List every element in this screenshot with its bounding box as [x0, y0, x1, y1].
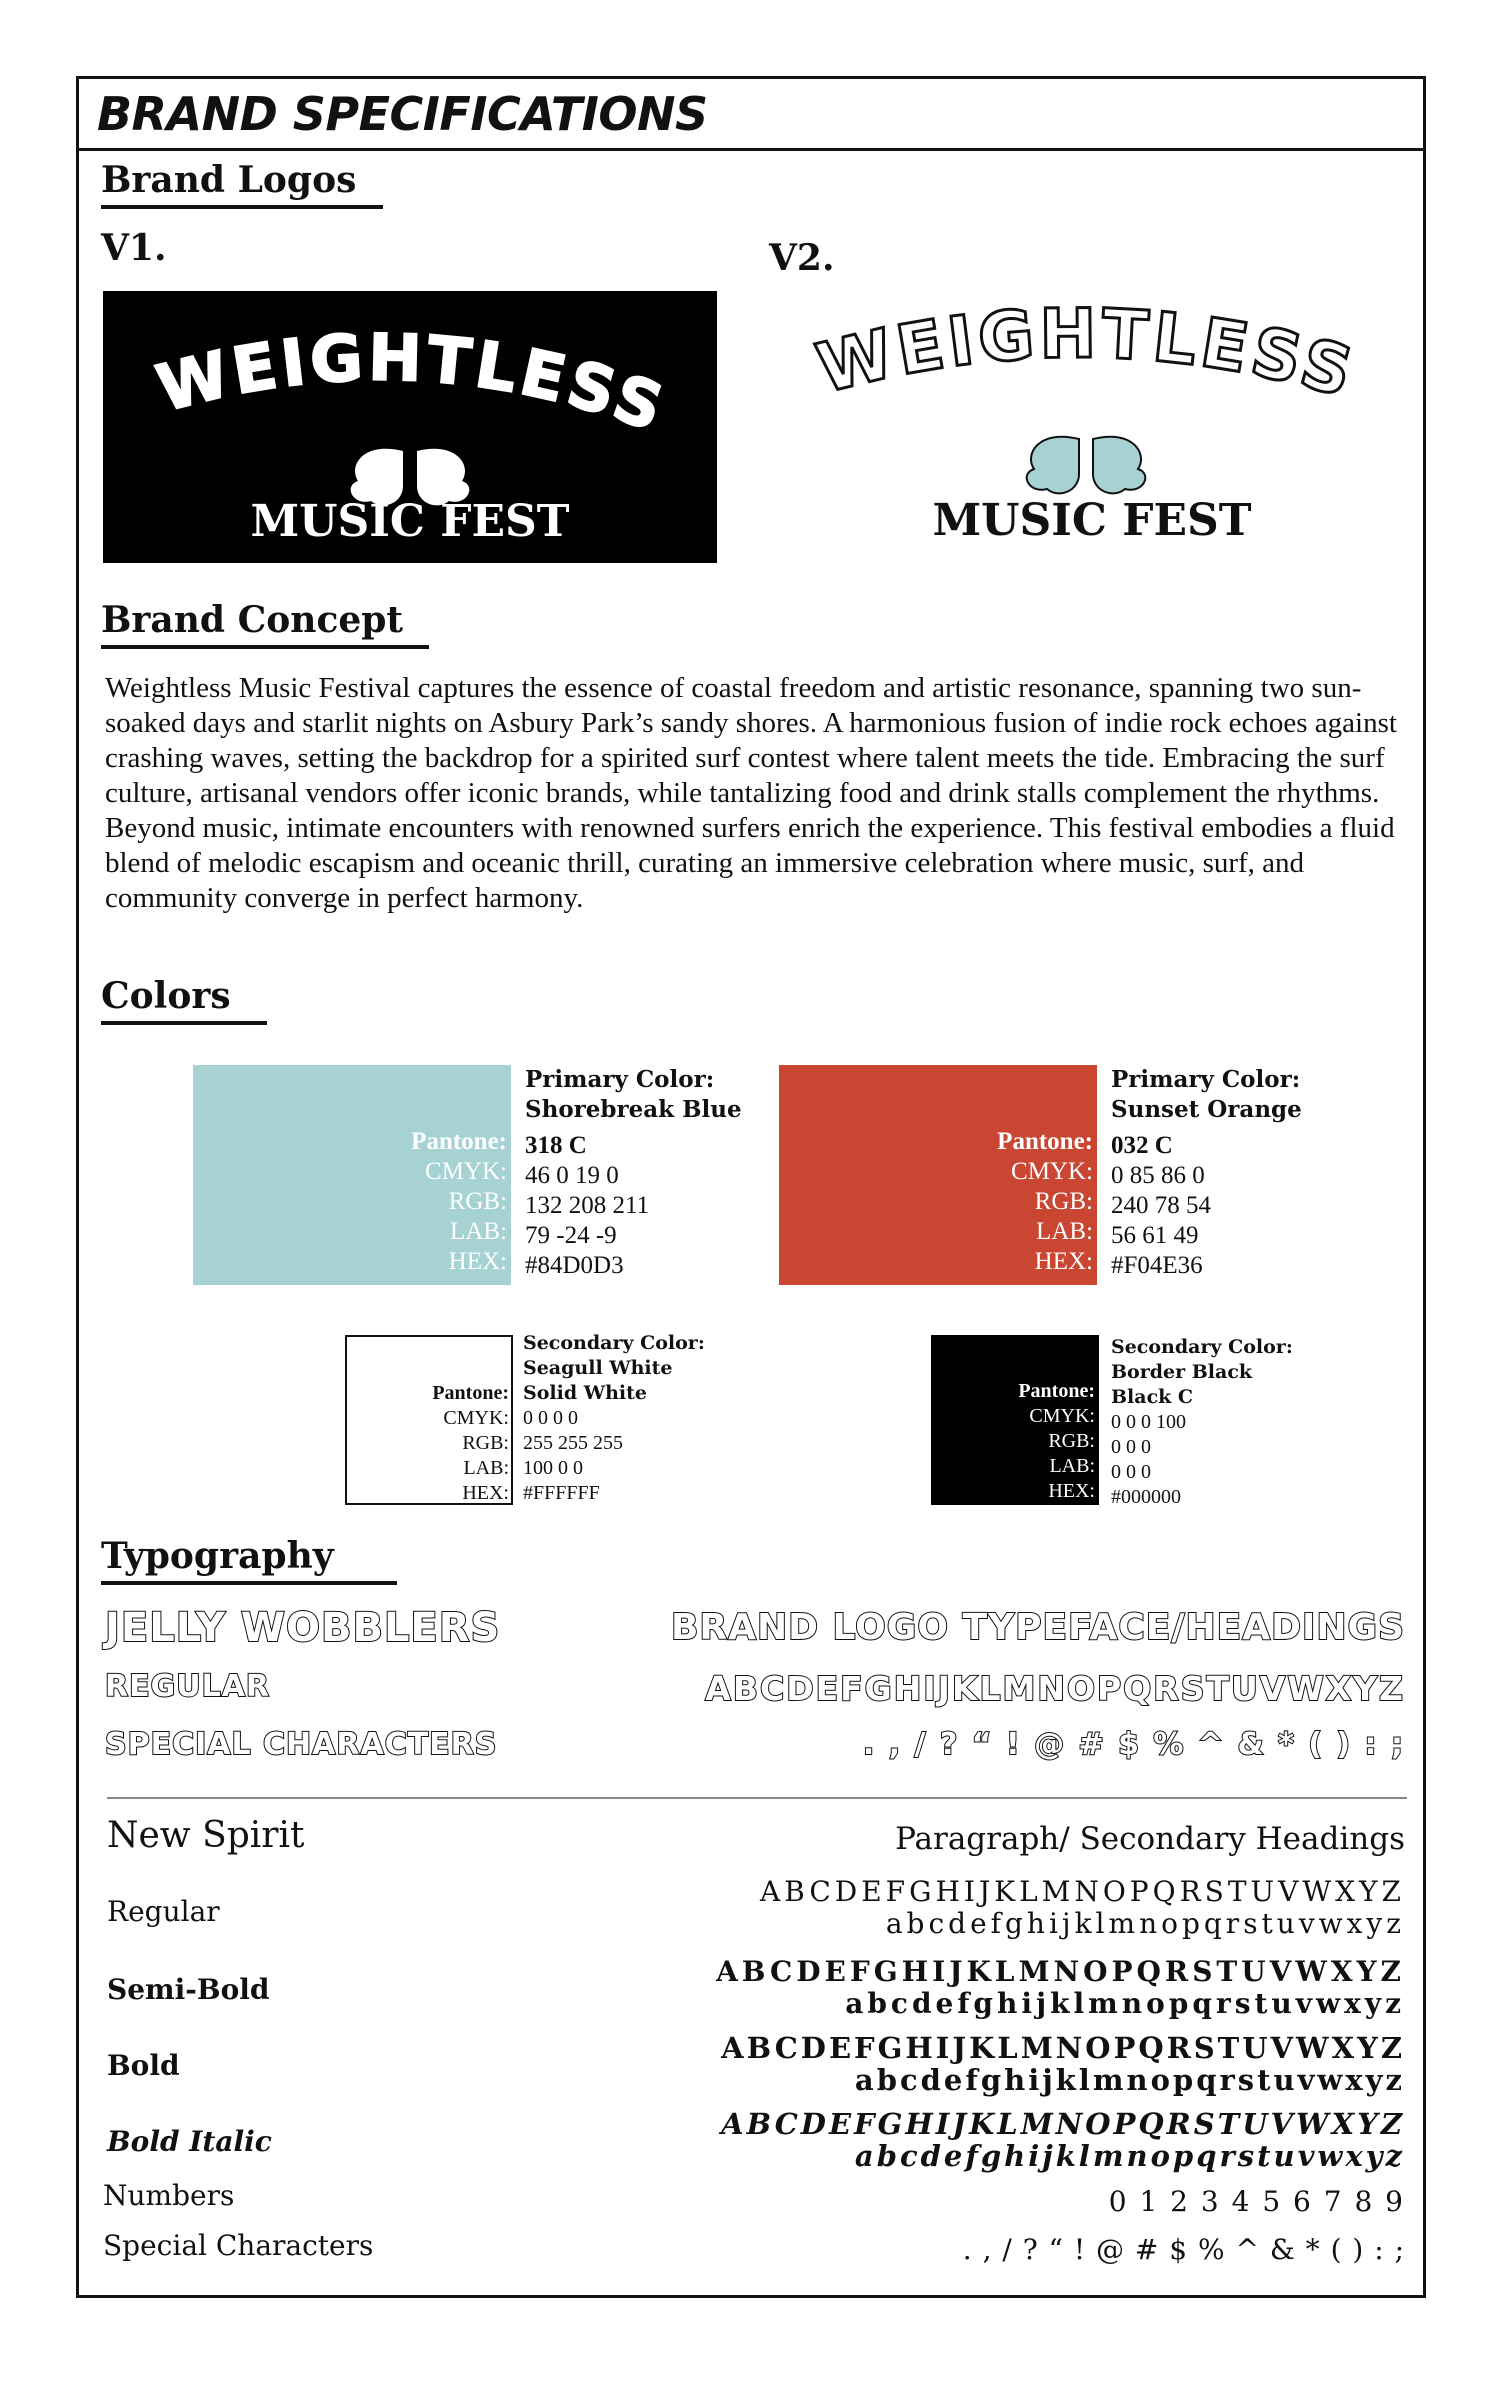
color-info-border-black: Secondary Color: Border Black Black C 0 0 0 100 0 0 0 0 0 0 #000000	[1111, 1336, 1293, 1508]
display-font-usage: BRAND LOGO TYPEFACE/HEADINGS	[670, 1607, 1405, 1648]
weight-bold-label: Bold	[107, 2049, 180, 2082]
semibold-lowercase: abcdefghijklmnopqrstuvwxyz	[845, 1987, 1405, 2020]
logos-heading: Brand Logos	[101, 159, 383, 209]
concept-paragraph: Weightless Music Festival captures the essence of coastal freedom and artistic resonance, spanning two sun-soaked days and starlit nights on Asbury Park’s sandy shores. A harmonious fusion of indie rock echoes against crashing waves, setting the backdrop for a spirited surf contest where talent meets the tide. Embracing the surf culture, artisanal vendors offer iconic brands, while tantalizing food and drink stalls complement the rhythms. Beyond music, intimate encounters with renowned surfers enrich the experience. This festival embodies a fluid blend of melodic escapism and oceanic thrill, curating an immersive celebration where music, surf, and community converge in perfect harmony.	[105, 672, 1397, 914]
logo-v1	[103, 291, 717, 563]
concept-heading: Brand Concept	[101, 599, 429, 649]
bold-italic-lowercase: abcdefghijklmnopqrstuvwxyz	[854, 2139, 1405, 2173]
weight-bold-italic-label: Bold Italic	[107, 2125, 272, 2158]
v2-label: V2.	[769, 237, 835, 279]
svg-text:WEIGHTLESS	[810, 295, 1364, 414]
logo-v1-wordmark: WEIGHTLESS	[150, 321, 676, 448]
logo-v2-wordmark: WEIGHTLESS	[809, 294, 1365, 415]
svg-text:WEIGHTLESS	[150, 321, 675, 447]
body-font-name: New Spirit	[107, 1815, 305, 1856]
v1-label: V1.	[101, 227, 167, 269]
regular-uppercase: ABCDEFGHIJKLMNOPQRSTUVWXYZ	[760, 1875, 1405, 1908]
bold-lowercase: abcdefghijklmnopqrstuvwxyz	[854, 2063, 1405, 2097]
color-swatch-seagull-white	[345, 1335, 513, 1505]
semibold-uppercase: ABCDEFGHIJKLMNOPQRSTUVWXYZ	[716, 1955, 1405, 1988]
title-bar	[79, 79, 1423, 151]
display-regular-label: REGULAR	[105, 1669, 271, 1704]
swatch-labels: Pantone: CMYK: RGB: LAB: HEX:	[997, 1128, 1093, 1275]
logo-v1-artwork	[103, 291, 717, 563]
color-swatch-border-black	[931, 1335, 1099, 1505]
colors-heading: Colors	[101, 975, 267, 1025]
typography-heading: Typography	[101, 1535, 397, 1585]
wings-icon	[1027, 437, 1146, 494]
color-swatch-shorebreak-blue	[193, 1065, 511, 1285]
color-swatch-sunset-orange	[779, 1065, 1097, 1285]
logo-v2-tagline: MUSIC FEST	[932, 495, 1252, 546]
page-title: BRAND SPECIFICATIONS	[97, 87, 708, 141]
bold-italic-uppercase: ABCDEFGHIJKLMNOPQRSTUVWXYZ	[721, 2107, 1405, 2141]
bold-uppercase: ABCDEFGHIJKLMNOPQRSTUVWXYZ	[721, 2031, 1405, 2065]
spec-sheet-frame	[76, 76, 1426, 2298]
logo-v2	[779, 291, 1393, 563]
display-alphabet: ABCDEFGHIJKLMNOPQRSTUVWXYZ	[705, 1669, 1405, 1708]
special-characters-sample: . , / ? “ ! @ # $ % ^ & * ( ) : ;	[962, 2233, 1405, 2266]
color-info-sunset-orange: Primary Color: Sunset Orange 032 C 0 85 86 0 240 78 54 56 61 49 #F04E36	[1111, 1066, 1302, 1279]
body-font-usage: Paragraph/ Secondary Headings	[895, 1821, 1405, 1857]
color-info-seagull-white: Secondary Color: Seagull White Solid White 0 0 0 0 255 255 255 100 0 0 #FFFFFF	[523, 1332, 705, 1504]
swatch-labels: Pantone: CMYK: RGB: LAB: HEX:	[411, 1128, 507, 1275]
numbers-label: Numbers	[103, 2179, 235, 2212]
regular-lowercase: abcdefghijklmnopqrstuvwxyz	[885, 1907, 1405, 1940]
typography-divider	[107, 1797, 1407, 1799]
special-characters-label: Special Characters	[103, 2229, 374, 2262]
color-info-shorebreak-blue: Primary Color: Shorebreak Blue 318 C 46 0 19 0 132 208 211 79 -24 -9 #84D0D3	[525, 1066, 742, 1279]
display-special-label: SPECIAL CHARACTERS	[105, 1727, 498, 1762]
swatch-labels: Pantone: CMYK: RGB: LAB: HEX:	[432, 1382, 509, 1504]
swatch-labels: Pantone: CMYK: RGB: LAB: HEX:	[1018, 1380, 1095, 1502]
display-special-chars: . , / ? “ ! @ # $ % ^ & * ( ) : ;	[862, 1727, 1405, 1762]
numbers-sample: 0 1 2 3 4 5 6 7 8 9	[1108, 2185, 1405, 2218]
logo-v2-artwork	[779, 291, 1393, 563]
weight-regular-label: Regular	[107, 1895, 220, 1928]
logo-v1-tagline: MUSIC FEST	[250, 496, 570, 547]
weight-semibold-label: Semi-Bold	[107, 1973, 270, 2006]
display-font-name: JELLY WOBBLERS	[105, 1605, 501, 1651]
